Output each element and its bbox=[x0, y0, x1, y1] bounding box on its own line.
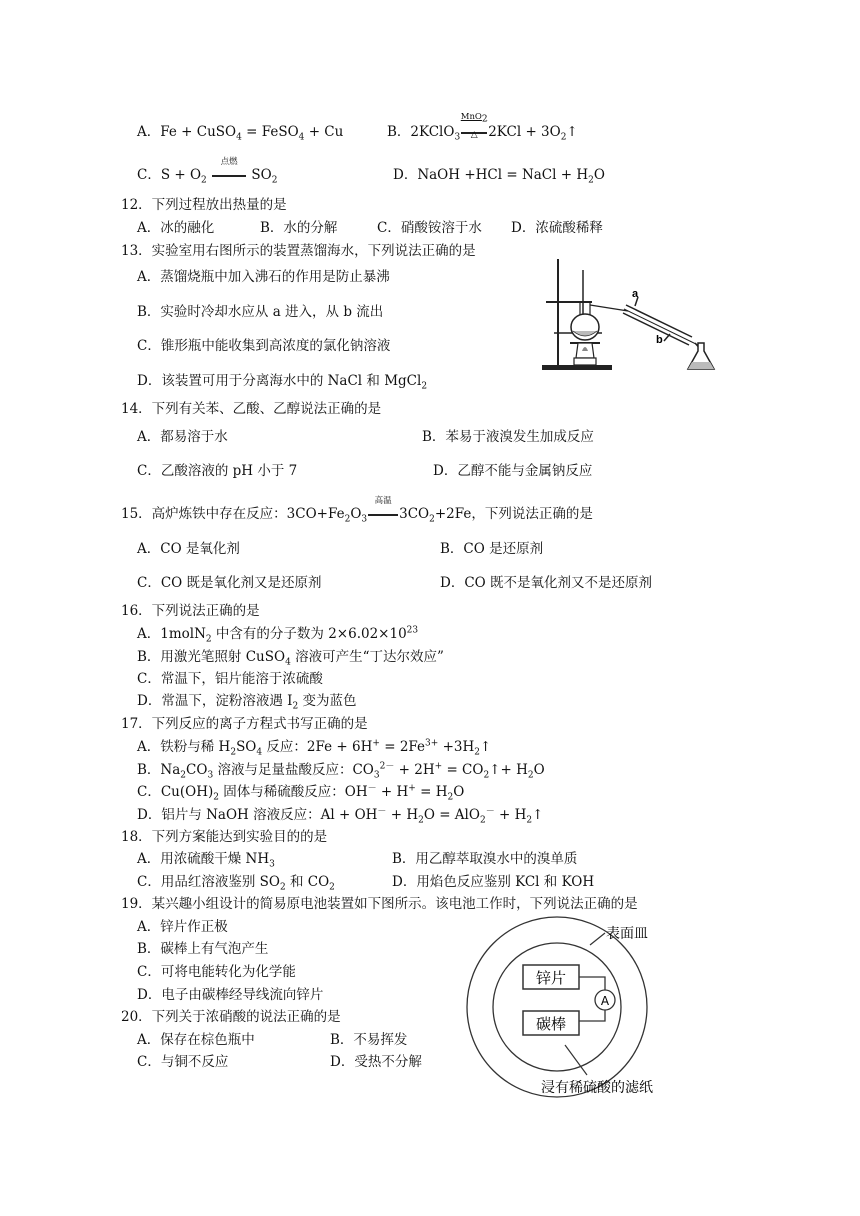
q13-option-c: C．锥形瓶中能收集到高浓度的氯化钠溶液 bbox=[137, 338, 391, 354]
q12-option-b: B．水的分解 bbox=[260, 220, 338, 236]
q15-stem: 15．高炉炼铁中存在反应：$3CO+Fe_2O_3$ 高温 $3CO_2+2Fe$，下列说法正确的是 bbox=[121, 496, 593, 525]
q14-stem: 14．下列有关苯、乙酸、乙醇说法正确的是 bbox=[121, 401, 382, 417]
q15-option-a: A．CO 是氧化剂 bbox=[137, 541, 240, 557]
q12-option-d: D．浓硫酸稀释 bbox=[511, 220, 603, 236]
q18-stem: 18．下列方案能达到实验目的的是 bbox=[121, 829, 328, 845]
q11-option-a: A．Fe + CuSO$_4$ = FeSO$_4$ + Cu bbox=[137, 124, 344, 143]
q20-stem: 20．下列关于浓硝酸的说法正确的是 bbox=[121, 1009, 341, 1025]
q14-option-c: C．乙酸溶液的 pH 小于 7 bbox=[137, 463, 298, 479]
q18-option-c: C．用品红溶液鉴别 $SO_2$ 和 $CO_2$ bbox=[137, 874, 335, 893]
q12-option-c: C．硝酸铵溶于水 bbox=[377, 220, 482, 236]
q19-option-c: C．可将电能转化为化学能 bbox=[137, 964, 296, 980]
q15-option-d: D．CO 既不是氧化剂又不是还原剂 bbox=[440, 575, 653, 591]
q19-option-b: B．碳棒上有气泡产生 bbox=[137, 941, 269, 957]
q12-option-a: A．冰的融化 bbox=[137, 220, 215, 236]
q14-option-b: B．苯易于液溴发生加成反应 bbox=[422, 429, 594, 445]
q16-option-a: A．1molN$_2$ 中含有的分子数为 $2\times 6.02\times 10^{23}$ bbox=[137, 625, 419, 645]
q18-option-b: B．用乙醇萃取溴水中的溴单质 bbox=[392, 851, 578, 867]
q19-stem: 19．某兴趣小组设计的简易原电池装置如下图所示。该电池工作时，下列说法正确的是 bbox=[121, 896, 638, 912]
q17-option-c: C．$Cu(OH)_2$ 固体与稀硫酸反应：$OH^- + H^+ = H_2O$ bbox=[137, 783, 465, 803]
fig-zinc-label: 锌片 bbox=[535, 969, 567, 987]
q11-option-d: D．NaOH +HCl = NaCl + $H_2O$ bbox=[393, 167, 605, 186]
q15-option-b: B．CO 是还原剂 bbox=[440, 541, 544, 557]
q13-option-b: B．实验时冷却水应从 a 进入，从 b 流出 bbox=[137, 304, 384, 320]
q18-option-a: A．用浓硫酸干燥 $NH_3$ bbox=[137, 851, 275, 870]
q17-option-d: D．铝片与 NaOH 溶液反应：$Al + OH^- + H_2O = AlO_2^-$ + $H_2↑$ bbox=[137, 806, 544, 826]
q20-option-a: A．保存在棕色瓶中 bbox=[137, 1032, 255, 1048]
q11-c-condition: 点燃 bbox=[211, 166, 247, 184]
fig-carbon-label: 碳棒 bbox=[535, 1015, 567, 1033]
q16-option-b: B．用激光笔照射 CuSO$_4$ 溶液可产生“丁达尔效应” bbox=[137, 649, 444, 668]
q17-stem: 17．下列反应的离子方程式书写正确的是 bbox=[121, 716, 368, 732]
fig-dish-label: 表面皿 bbox=[606, 926, 648, 942]
fig-paper-label: 浸有稀硫酸的滤纸 bbox=[541, 1080, 653, 1096]
ammeter-icon: A bbox=[600, 994, 610, 1008]
q16-option-c: C．常温下，铝片能溶于浓硫酸 bbox=[137, 671, 323, 687]
q19-option-d: D．电子由碳棒经导线流向锌片 bbox=[137, 987, 324, 1003]
q20-option-c: C．与铜不反应 bbox=[137, 1054, 229, 1070]
q19-option-a: A．锌片作正极 bbox=[137, 919, 228, 935]
q15-option-c: C．CO 既是氧化剂又是还原剂 bbox=[137, 575, 322, 591]
galvanic-cell-figure bbox=[465, 915, 710, 1100]
q16-stem: 16．下列说法正确的是 bbox=[121, 603, 260, 619]
fig-label-a: a bbox=[632, 288, 639, 300]
q20-option-b: B．不易挥发 bbox=[330, 1032, 408, 1048]
q13-option-d: D．该装置可用于分离海水中的 NaCl 和 MgCl$_2$ bbox=[137, 373, 428, 392]
distillation-apparatus-figure bbox=[540, 255, 720, 375]
q11-b-condition: MnO$_2$ △ bbox=[460, 112, 488, 140]
q14-option-d: D．乙醇不能与金属钠反应 bbox=[433, 463, 593, 479]
q14-option-a: A．都易溶于水 bbox=[137, 429, 228, 445]
q20-option-d: D．受热不分解 bbox=[330, 1054, 422, 1070]
q13-stem: 13．实验室用右图所示的装置蒸馏海水，下列说法正确的是 bbox=[121, 243, 476, 259]
q13-option-a: A．蒸馏烧瓶中加入沸石的作用是防止暴沸 bbox=[137, 269, 390, 285]
q16-option-d: D．常温下，淀粉溶液遇 $I_2$ 变为蓝色 bbox=[137, 693, 357, 712]
q11-option-c: C．$S + O_2$ 点燃 $SO_2$ bbox=[137, 157, 278, 186]
q17-option-b: B．$Na_2CO_3$ 溶液与足量盐酸反应：$CO_3^{2-} + 2H^+$ = $CO_2↑+ H_2O$ bbox=[137, 761, 545, 781]
fig-label-b: b bbox=[656, 334, 663, 346]
q12-stem: 12．下列过程放出热量的是 bbox=[121, 197, 287, 213]
q17-option-a: A．铁粉与稀 $H_2SO_4$ 反应：$2Fe + 6H^+ = 2Fe^{3+}$ $+3H_2↑$ bbox=[137, 738, 492, 758]
q18-option-d: D．用焰色反应鉴别 KCl 和 KOH bbox=[392, 874, 595, 890]
q11-option-b: B．2KClO$_3$ MnO$_2$ △ $2KCl + 3O_2↑$ bbox=[387, 112, 578, 143]
q15-condition: 高温 bbox=[367, 505, 399, 523]
